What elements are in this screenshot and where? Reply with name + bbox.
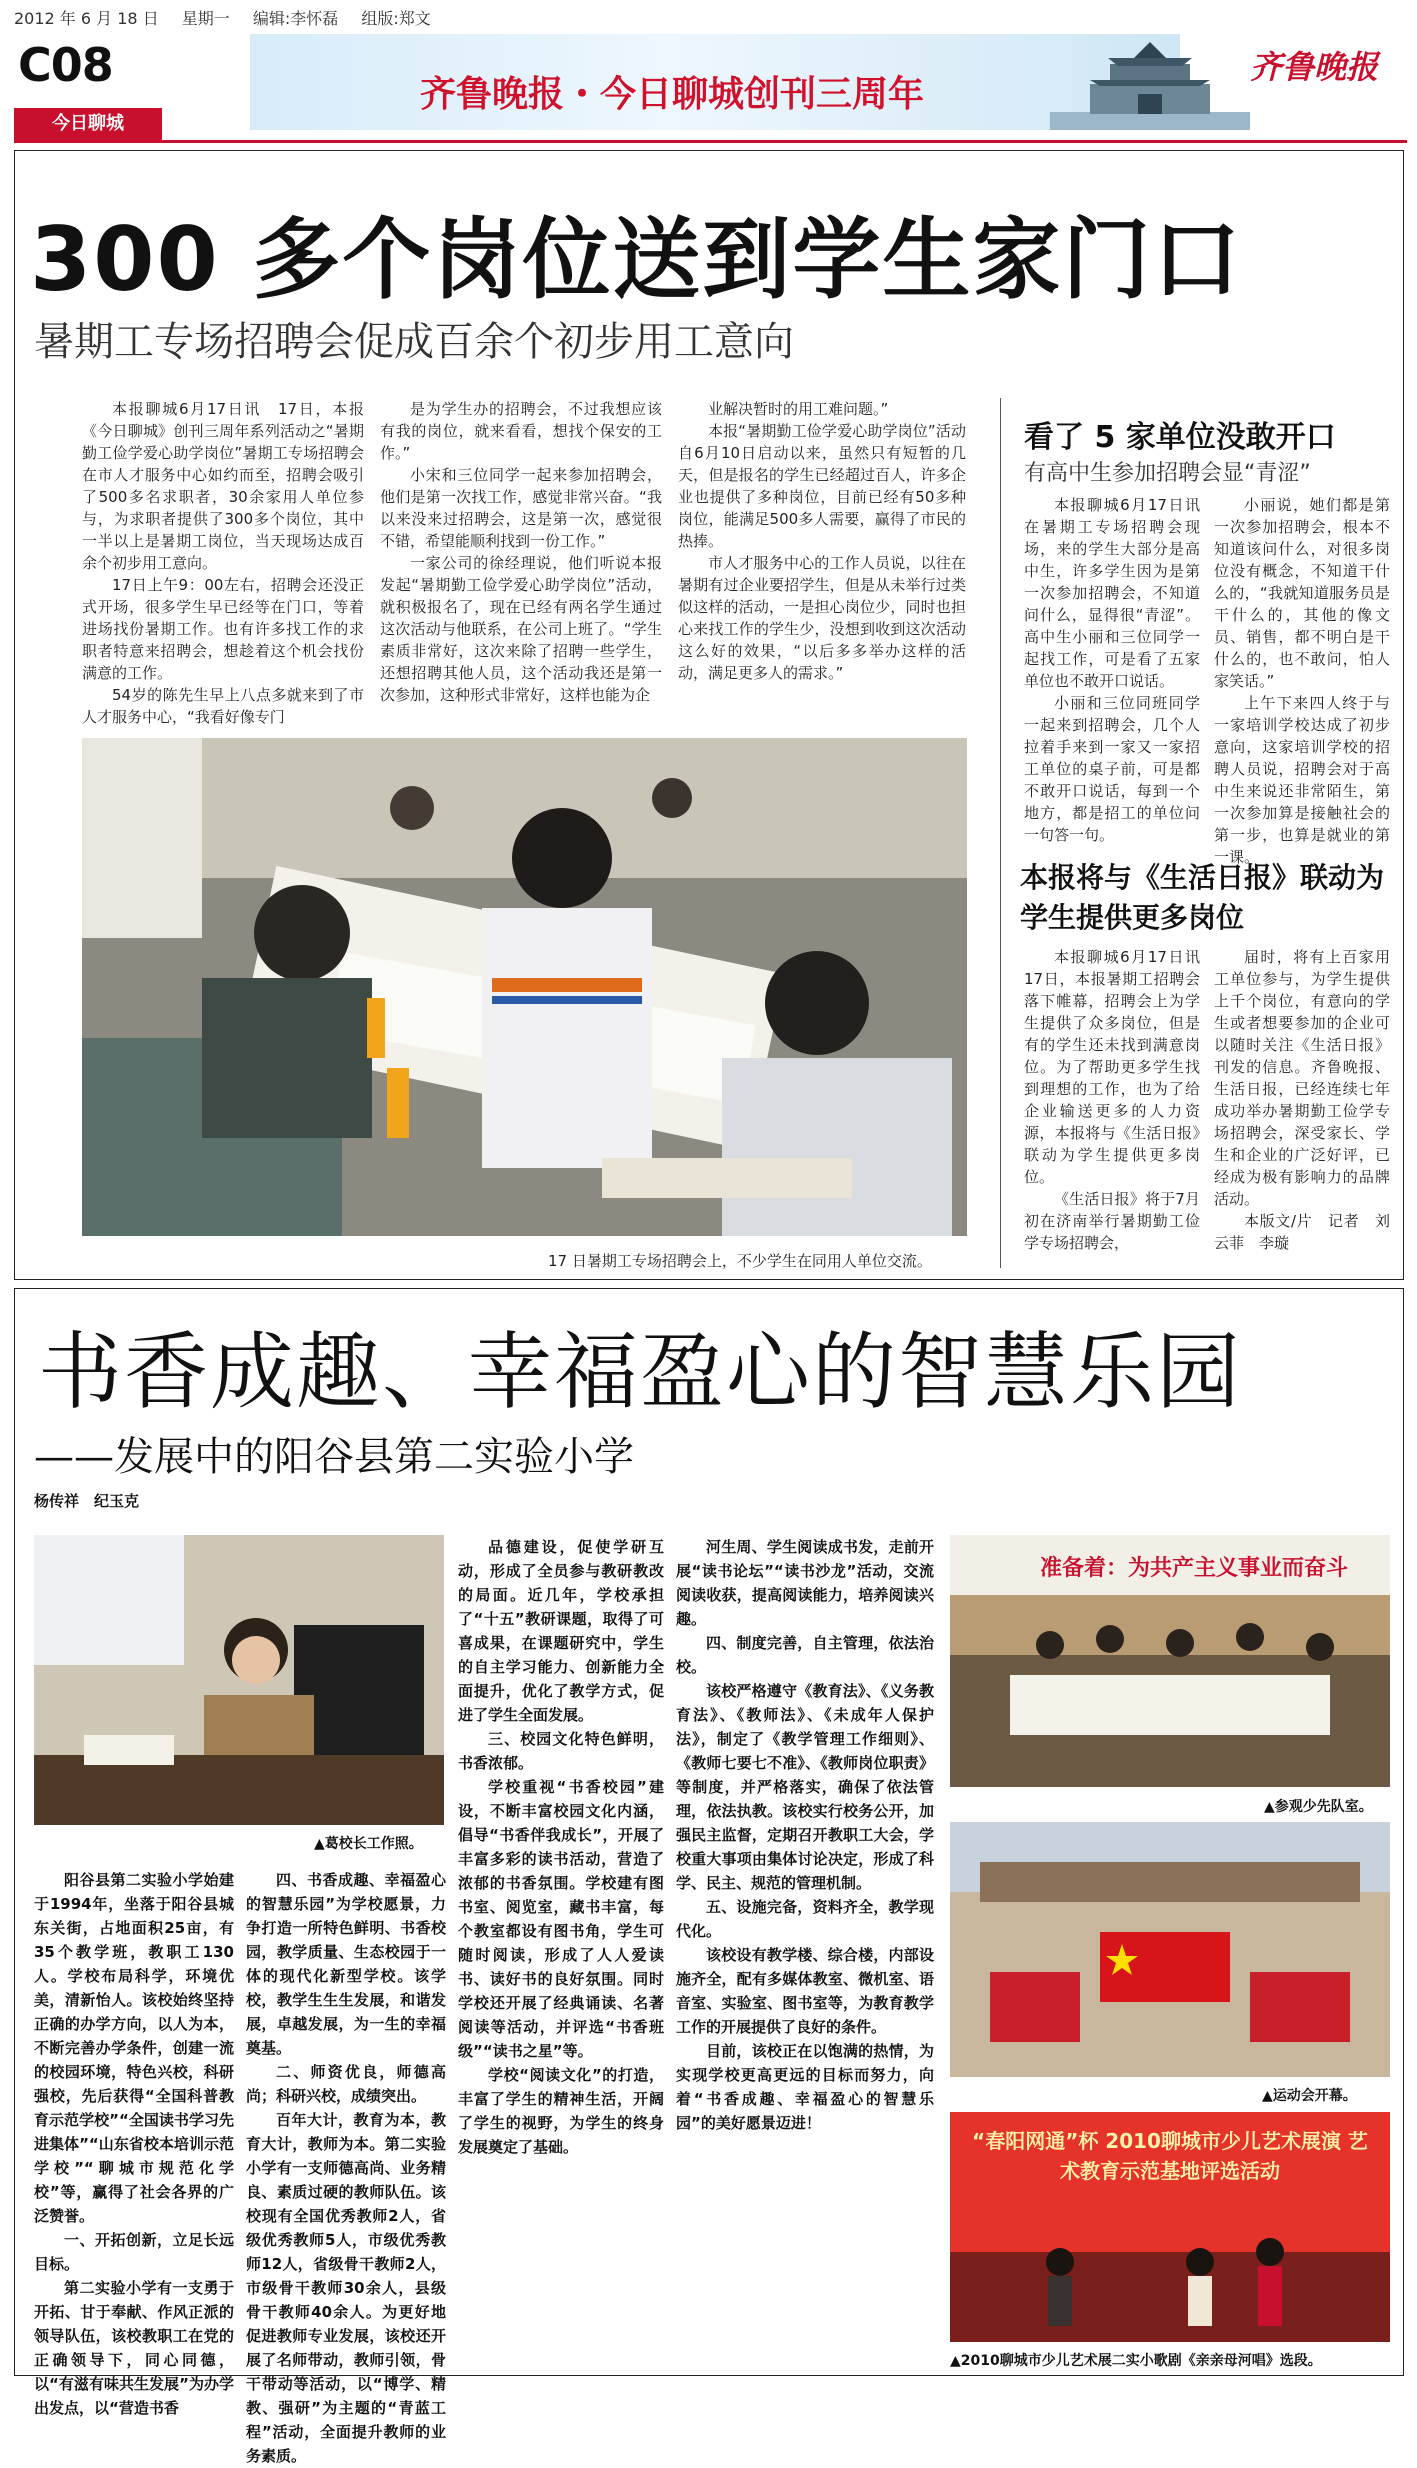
- story1-col1: [82, 398, 364, 728]
- sidebar2-headline: 本报将与《生活日报》联动为学生提供更多岗位: [1020, 861, 1385, 934]
- paragraph: 学校“阅读文化”的打造，丰富了学生的精神生活，开阔了学生的视野，为学生的终身发展奠定了基础。: [458, 2066, 664, 2156]
- paragraph: 是为学生办的招聘会，不过我想应该有我的岗位，就来看看，想找个保安的工作。”: [380, 400, 662, 462]
- sports-opening-caption: ▲运动会开幕。: [1262, 2088, 1357, 2104]
- paragraph: 四、制度完善，自主管理，依法治校。: [676, 1634, 934, 1676]
- paragraph: 届时，将有上百家用工单位参与，为学生提供上千个岗位，有意向的学生或者想要参加的企业可以随时关注《生活日报》刊发的信息。齐鲁晚报、生活日报，已经连续七年成功举办暑期勤工俭学专场招聘会，深受家长、学生和企业的广泛好评，已经成为极有影响力的品牌活动。: [1214, 948, 1390, 1208]
- tower-illustration: [1050, 34, 1250, 130]
- sidebar1-headline: 看了 5 家单位没敢开口: [1024, 420, 1336, 455]
- story2-col2: [246, 1868, 446, 2465]
- story2-col4: [676, 1535, 934, 2358]
- story1-headline: 300 多个岗位送到学生家门口: [30, 208, 1243, 311]
- job-fair-photo-caption: 17 日暑期工专场招聘会上，不少学生在同用人单位交流。: [548, 1252, 932, 1270]
- paragraph: 二、师资优良，师德高尚；科研兴校，成绩突出。: [246, 2063, 446, 2105]
- story1-subhead: 暑期工专场招聘会促成百余个初步用工意向: [34, 319, 794, 365]
- paragraph: 三、校园文化特色鲜明，书香浓郁。: [458, 1730, 664, 1772]
- sidebar1-subhead: 有高中生参加招聘会显“青涩”: [1024, 461, 1311, 486]
- paragraph: 百年大计，教育为本，教育大计，教师为本。第二实验小学有一支师德高尚、业务精良、素质过硬的教师队伍。该校现有全国优秀教师2人，省级优秀教师5人，市级优秀教师12人，省级骨干教师2人，市级骨干教师30余人，县级骨干教师40余人。为更好地促进教师专业发展，该校还开展了名师带动，教师引领，骨干带动等活动，以“博学、精教、强研”为主题的“青蓝工程”活动，全面提升教师的业务素质。: [246, 2111, 446, 2465]
- sidebar2-colA: [1024, 946, 1216, 1266]
- page-code: C08: [18, 38, 113, 92]
- sports-opening-photo: [950, 1822, 1390, 2077]
- editor-credit: 编辑:李怀磊: [252, 9, 339, 28]
- section-tag: 今日聊城: [14, 108, 162, 140]
- paragraph: 本版文/片 记者 刘云菲 李璇: [1214, 1212, 1390, 1252]
- page-meta: [14, 6, 449, 29]
- story2-headline: 书香成趣、幸福盈心的智慧乐园: [38, 1323, 1243, 1421]
- paragraph: 该校严格遵守《教育法》、《义务教育法》、《教师法》、《未成年人保护法》，制定了《教学管理工作细则》、《教师七要七不准》、《教师岗位职责》等制度，并严格落实，确保了依法管理，依法执教。该校实行校务公开，加强民主监督，定期召开教职工大会，学校重大事项由集体讨论决定，形成了科学、民主、规范的管理机制。: [676, 1682, 934, 1892]
- paragraph: 第二实验小学有一支勇于开拓、甘于奉献、作风正派的领导队伍，该校教职工在党的正确领导下，同心同德，以“有滋有味共生发展”为办学出发点，以“营造书香: [34, 2279, 234, 2417]
- paragraph: 本报聊城6月17日讯 在暑期工专场招聘会现场，来的学生大部分是高中生，许多学生因为是第一次参加招聘会，不知道问什么，显得很“青涩”。高中生小丽和三位同学一起找工作，可是看了五家单位也不敢开口说话。: [1024, 496, 1216, 690]
- paragraph: 一、开拓创新，立足长远目标。: [34, 2231, 234, 2273]
- story2-col3: [458, 1535, 664, 2358]
- paragraph: 学校重视“书香校园”建设，不断丰富校园文化内涵，倡导“书香伴我成长”，开展了丰富多彩的读书活动，营造了浓郁的书香氛围。学校建有图书室、阅览室，藏书丰富，每个教室都设有图书角，学生可随时阅读，形成了人人爱读书、读好书的良好氛围。同时学校还开展了经典诵读、名著阅读等活动，并评选“书香班级”“读书之星”等。: [458, 1778, 664, 2060]
- column-divider: [1000, 398, 1001, 1268]
- story1-col3: [678, 398, 966, 728]
- story2-subhead: ——发展中的阳谷县第二实验小学: [34, 1434, 634, 1480]
- paragraph: 该校设有教学楼、综合楼，内部设施齐全，配有多媒体教室、微机室、语音室、实验室、图书室等，为教育教学工作的开展提供了良好的条件。: [676, 1946, 934, 2036]
- team-room-caption: ▲参观少先队室。: [1264, 1799, 1373, 1815]
- paragraph: 品德建设，促使学研互动，形成了全员参与教研教改的局面。近几年，学校承担了“十五”教研课题，取得了可喜成果，在课题研究中，学生的自主学习能力、创新能力全面提升，优化了教学方式，促进了学生全面发展。: [458, 1538, 664, 1724]
- paragraph: 上午下来四人终于与一家培训学校达成了初步意向，这家培训学校的招聘人员说，招聘会对于高中生来说还非常陌生，第一次参加算是接触社会的第一步，也算是就业的第一课。: [1214, 694, 1390, 866]
- paragraph: 本报“暑期勤工俭学爱心助学岗位”活动自6月10日启动以来，虽然只有短暂的几天，但是报名的学生已经超过百人，许多企业也提供了多种岗位，目前已经有50多种岗位，能满足500多人需要，赢得了市民的热捧。: [678, 422, 966, 550]
- story2-byline: 杨传祥 纪玉克: [34, 1492, 140, 1510]
- paragraph: 阳谷县第二实验小学始建于1994年，坐落于阳谷县城东关街，占地面积25亩，有35个教学班，教职工130人。学校布局科学，环境优美，清新怡人。该校始终坚持正确的办学方向，以人为本，不断完善办学条件，创建一流的校园环境，特色兴校，科研强校，先后获得“全国科普教育示范学校”“全国读书学习先进集体”“山东省校本培训示范学校”“聊城市规范化学校”等，赢得了社会各界的广泛赞誉。: [34, 1871, 234, 2225]
- banner-title: 齐鲁晚报・今日聊城创刊三周年: [420, 74, 925, 115]
- issue-date: 2012 年 6 月 18 日: [14, 9, 159, 28]
- team-room-photo: [950, 1535, 1390, 1787]
- story2-col1: [34, 1868, 234, 2417]
- paragraph: 河生周、学生阅读成书发，走前开展“读书论坛”“读书沙龙”活动，交流阅读收获，提高阅读能力，培养阅读兴趣。: [676, 1538, 934, 1628]
- newspaper-logo: 齐鲁晚报: [1250, 48, 1379, 86]
- layout-credit: 组版:郑文: [361, 9, 431, 28]
- paragraph: 《生活日报》将于7月初在济南举行暑期勤工俭学专场招聘会，: [1024, 1190, 1200, 1252]
- sidebar2-colB: [1214, 946, 1390, 1266]
- issue-weekday: 星期一: [181, 9, 230, 28]
- principal-photo-caption: ▲葛校长工作照。: [314, 1836, 423, 1852]
- sidebar1-colA: [1024, 494, 1216, 844]
- paragraph: 四、书香成趣、幸福盈心的智慧乐园”为学校愿景，力争打造一所特色鲜明、书香校园，教学质量、生态校园于一体的现代化新型学校。该学校，教学生生生发展，和谐发展，卓越发展，为一生的幸福奠基。: [246, 1871, 446, 2057]
- paragraph: 五、设施完备，资料齐全，教学现代化。: [676, 1898, 934, 1940]
- principal-photo: [34, 1535, 444, 1825]
- art-show-photo: [950, 2112, 1390, 2342]
- job-fair-photo: [82, 738, 967, 1236]
- paragraph: 本报聊城6月17日讯 17日，本报暑期工招聘会落下帷幕，招聘会上为学生提供了众多岗位，但是有的学生还未找到满意岗位。为了帮助更多学生找到理想的工作，也为了给企业输送更多的人力资源，本报将与《生活日报》联动为学生提供更多岗位。: [1024, 948, 1216, 1186]
- paragraph: 一家公司的徐经理说，他们听说本报发起“暑期勤工俭学爱心助学岗位”活动，就积极报名了，现在已经有两名学生通过这次活动与他联系，在公司上班了。“学生素质非常好，这次来除了招聘一些学生，还想招聘其他人员，这个活动我还是第一次参加，这种形式非常好，这样也能为企: [380, 554, 662, 704]
- masthead-rule: [14, 140, 1407, 143]
- sidebar1-colB: [1214, 494, 1390, 866]
- paragraph: 54岁的陈先生早上八点多就来到了市人才服务中心，“我看好像专门: [82, 686, 364, 726]
- photo-banner-text: 准备着：为共产主义事业而奋斗: [1040, 1556, 1349, 1581]
- paragraph: 市人才服务中心的工作人员说，以往在暑期有过企业要招学生，但是从未举行过类似这样的活动，一是担心岗位少，同时也担心来找工作的学生少，没想到收到这次活动这么好的效果，“以后多多举办这样的活动，满足更多人的需求。”: [678, 554, 966, 682]
- art-show-caption: ▲2010聊城市少儿艺术展二实小歌剧《亲亲母河唱》选段。: [950, 2353, 1322, 2369]
- paragraph: 小丽说，她们都是第一次参加招聘会，根本不知道该问什么，对很多岗位没有概念，不知道干什么的，“我就知道服务员是干什么的，其他的像文员、销售，都不明白是干什么的，也不敢问，怕人家笑话。”: [1214, 496, 1390, 690]
- art-show-banner: “春阳网通”杯 2010聊城市少儿艺术展演 艺术教育示范基地评选活动: [972, 2129, 1368, 2183]
- story1-col2: [380, 398, 662, 728]
- paragraph: 本报聊城6月17日讯 17日，本报《今日聊城》创刊三周年系列活动之“暑期勤工俭学爱心助学岗位”暑期工专场招聘会在市人才服务中心如约而至，招聘会吸引了500多名求职者，30余家用人单位参与，为求职者提供了300多个岗位，其中一半以上是暑期工岗位，当天现场达成百余个初步用工意向。: [82, 400, 364, 572]
- paragraph: 小宋和三位同学一起来参加招聘会，他们是第一次找工作，感觉非常兴奋。“我以来没来过招聘会，这是第一次，感觉很不错，希望能顺利找到一份工作。”: [380, 466, 662, 550]
- paragraph: 17日上午9：00左右，招聘会还没正式开场，很多学生早已经等在门口，等着进场找份暑期工作。也有许多找工作的求职者特意来招聘会，想趁着这个机会找份满意的工作。: [82, 576, 364, 682]
- paragraph: 业解决暂时的用工难问题。”: [708, 400, 889, 418]
- paragraph: 目前，该校正在以饱满的热情，为实现学校更高更远的目标而努力，向着“书香成趣、幸福盈心的智慧乐园”的美好愿景迈进！: [676, 2042, 934, 2132]
- paragraph: 小丽和三位同班同学一起来到招聘会，几个人拉着手来到一家又一家招工单位的桌子前，可是都不敢开口说话，每到一个地方，都是招工的单位问一句答一句。: [1024, 694, 1200, 844]
